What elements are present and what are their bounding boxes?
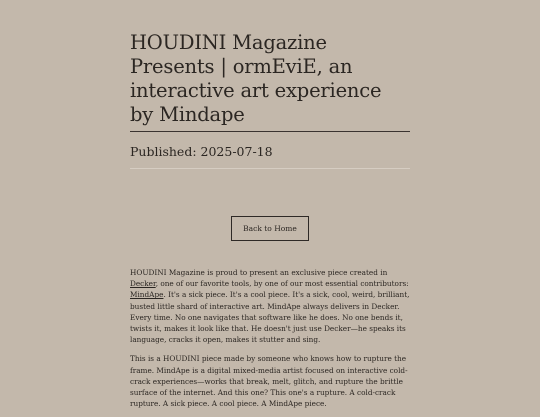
intro-text-1: HOUDINI Magazine is proud to present an exclusive piece created in: [130, 268, 388, 277]
decker-link[interactable]: Decker: [130, 279, 156, 289]
article-page: [130, 0, 410, 417]
back-to-home-button[interactable]: Back to Home: [231, 216, 309, 241]
intro-text-3: . It's a sick piece. It's a cool piece. It's a sick, cool, weird, brilliant, busted little shard of interactive art. MindApe always delivers in Decker. Every time. No one navigates that software like he does. No one bends it, twists it, makes it look like that. He doesn't just use Decker—he speaks its language, cracks it open, makes it stutter and sing.: [130, 290, 410, 345]
back-button-container: [130, 216, 410, 241]
title-divider: [130, 131, 410, 132]
page-title: HOUDINI Magazine Presents | ormEviE, an interactive art experience by Mindape: [130, 31, 382, 126]
article-body: [130, 267, 410, 409]
intro-text-2: , one of our favorite tools, by one of our most essential contributors:: [155, 279, 409, 289]
published-divider: [130, 168, 410, 169]
published-date: Published: 2025-07-18: [130, 144, 273, 159]
mindape-link[interactable]: MindApe: [130, 290, 164, 300]
intro-paragraph: [130, 267, 410, 345]
second-paragraph: This is a HOUDINI piece made by someone who knows how to rupture the frame. MindApe is a digital mixed-media artist focused on interactive cold-crack experiences—works that break, melt, glitch, and rupture the brittle surface of the internet. And this one? This one's a rupture. A cold-crack rupture. A sick piece. A cool piece. A MindApe piece.: [130, 354, 408, 409]
